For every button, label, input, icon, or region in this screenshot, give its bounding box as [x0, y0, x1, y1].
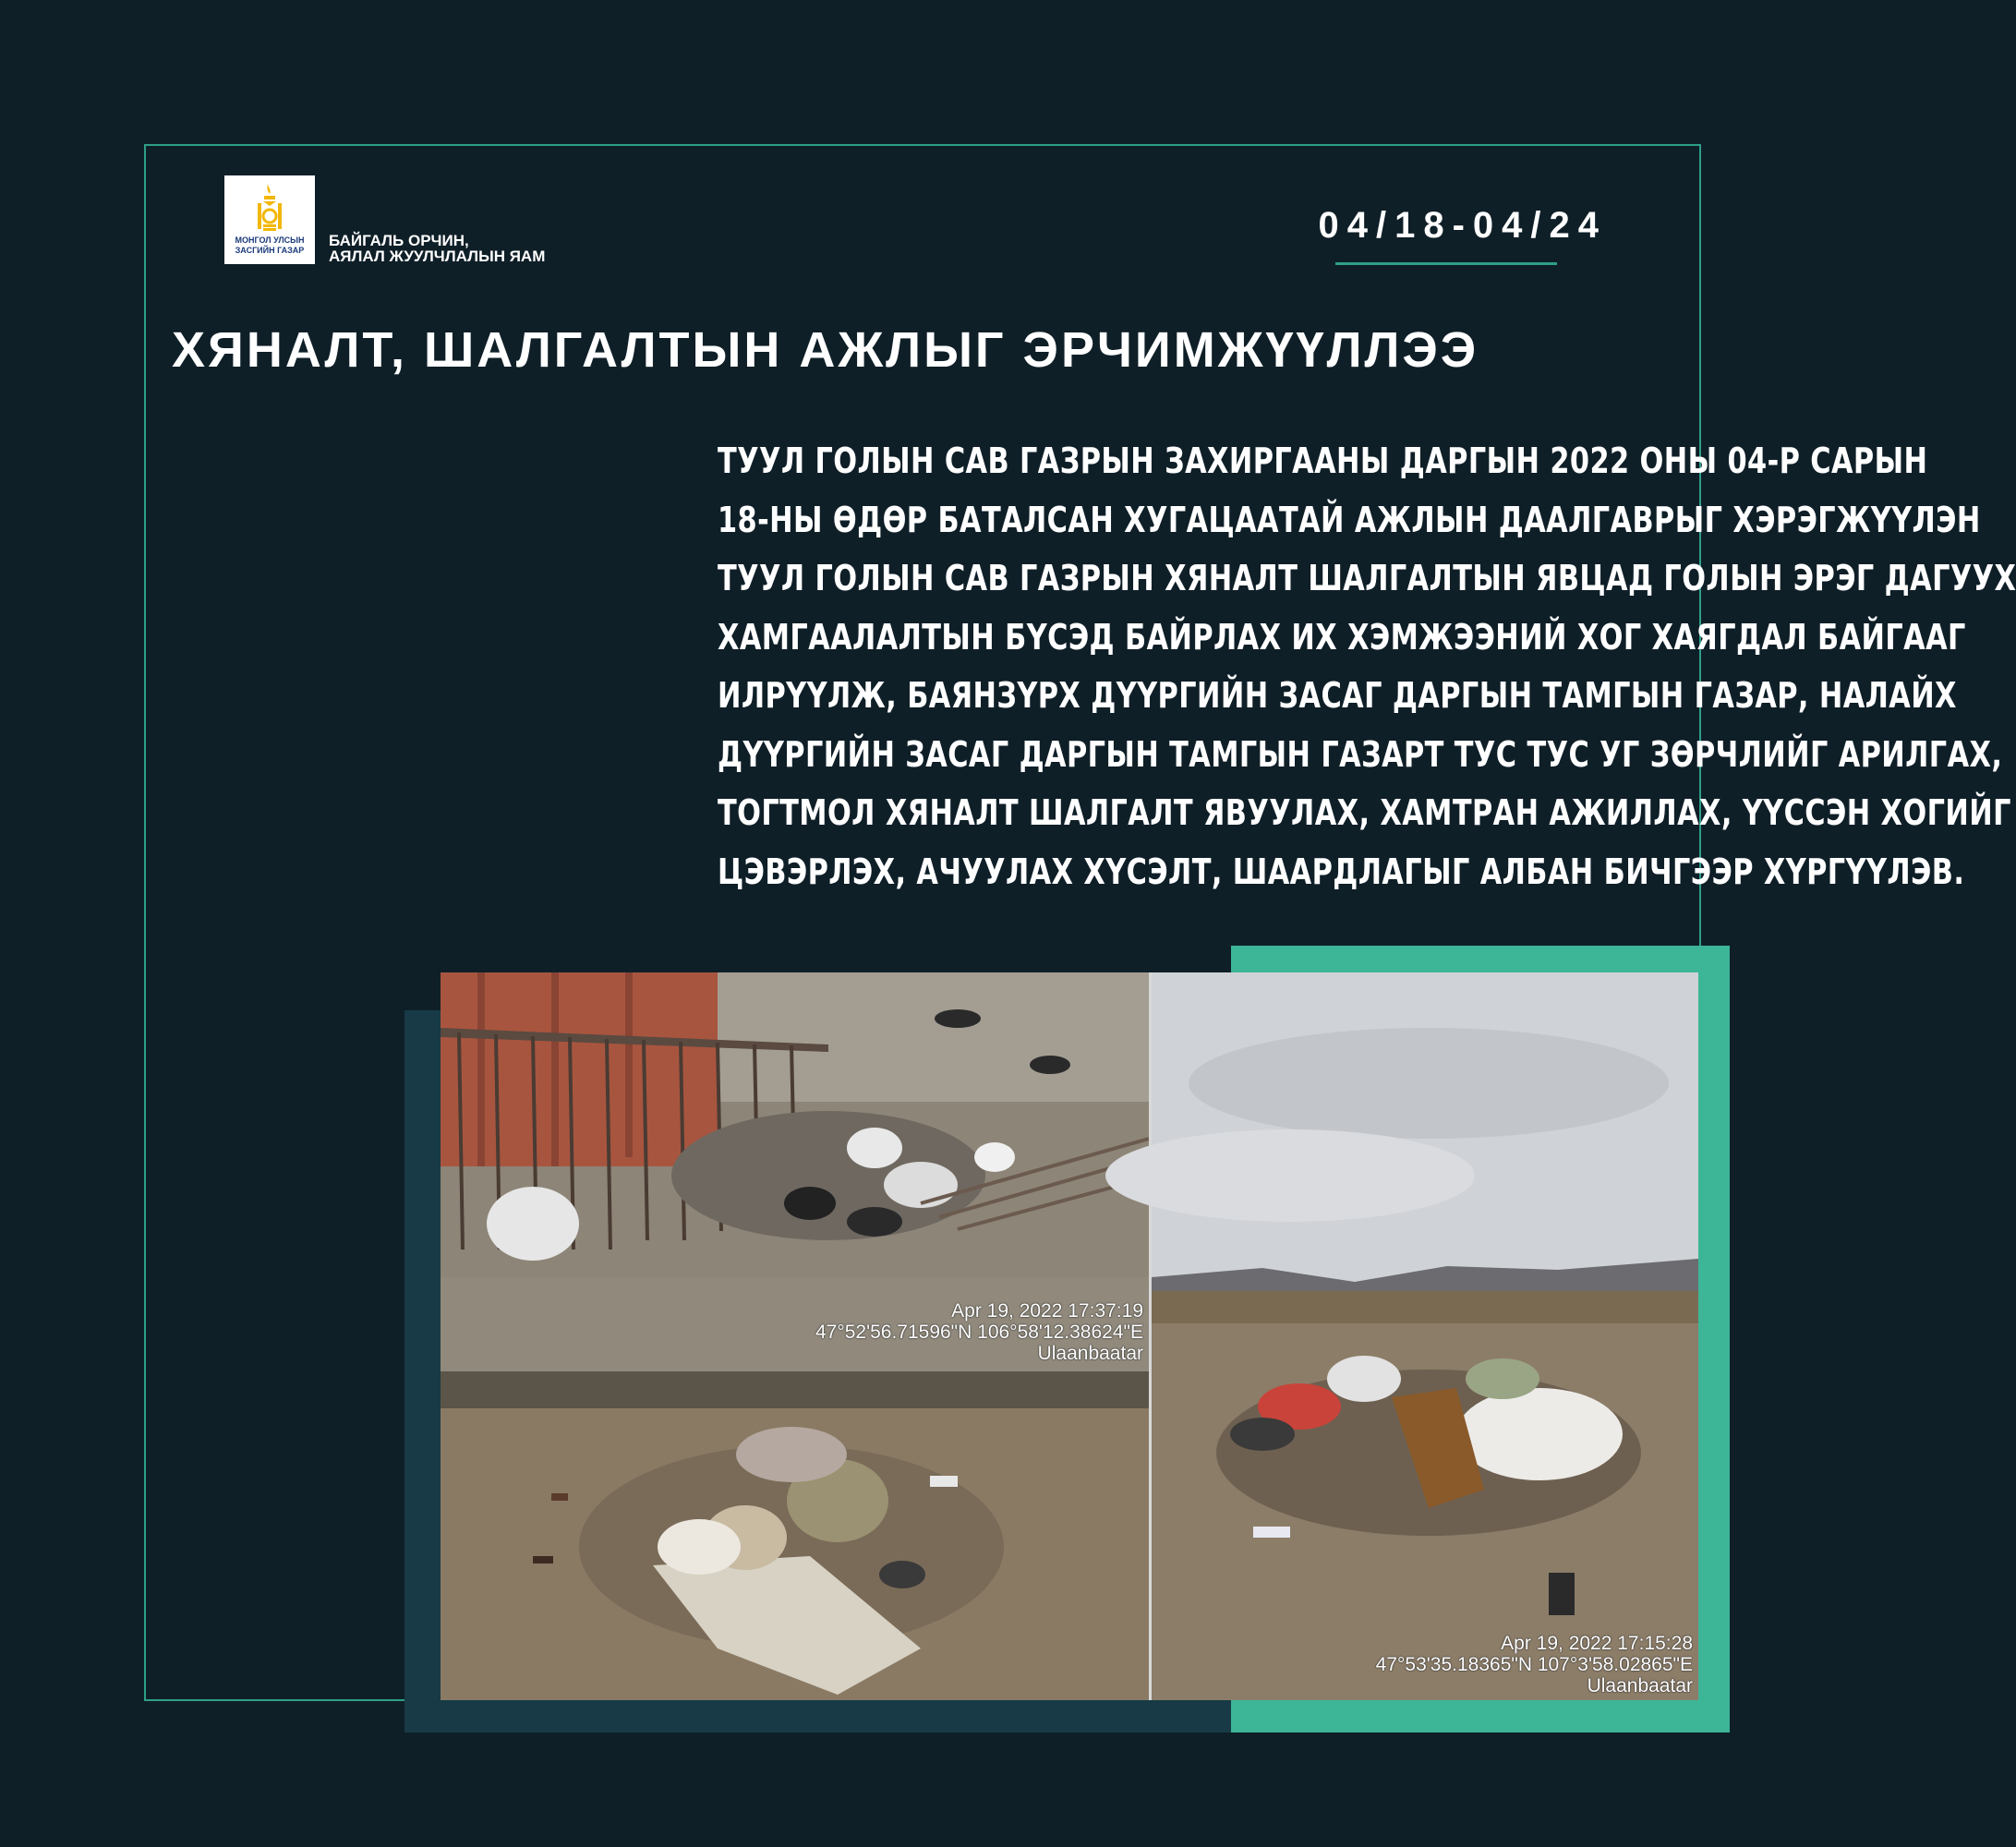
- logo-caption: МОНГОЛ УЛСЫН ЗАСГИЙН ГАЗАР: [235, 235, 305, 255]
- body-line: 18-НЫ ӨДӨР БАТАЛСАН ХУГАЦААТАЙ АЖЛЫН ДААЛГАВРЫГ ХЭРЭГЖҮҮЛЭН: [718, 499, 1981, 540]
- body-line: ДҮҮРГИЙН ЗАСАГ ДАРГЫН ТАМГЫН ГАЗАРТ ТУС ТУС УГ ЗӨРЧЛИЙГ АРИЛГАХ,: [718, 733, 2003, 775]
- body-line: ТУУЛ ГОЛЫН САВ ГАЗРЫН ЗАХИРГААНЫ ДАРГЫН 2022 ОНЫ 04-Р САРЫН: [718, 441, 1928, 481]
- date-underline: [1335, 262, 1557, 265]
- body-line: ТУУЛ ГОЛЫН САВ ГАЗРЫН ХЯНАЛТ ШАЛГАЛТЫН ЯВЦАД ГОЛЫН ЭРЭГ ДАГУУХ: [718, 558, 2016, 598]
- body-line: ХАМГААЛАЛТЫН БҮСЭД БАЙРЛАХ ИХ ХЭМЖЭЭНИЙ ХОГ ХАЯГДАЛ БАЙГААГ: [718, 616, 1966, 658]
- photo-stamp: Apr 19, 2022 17:37:19 47°52'56.71596"N 106°58'12.38624"E Ulaanbaatar: [815, 1300, 1143, 1364]
- body-paragraph: [718, 432, 2016, 901]
- photo-garbage-field: [1152, 972, 1698, 1700]
- body-line: ИЛРҮҮЛЖ, БАЯНЗҮРХ ДҮҮРГИЙН ЗАСАГ ДАРГЫН ТАМГЫН ГАЗАР, НАЛАЙХ: [718, 675, 1957, 716]
- photo-stamp: Apr 19, 2022 17:15:28 47°53'35.18365"N 107°3'58.02865"E Ulaanbaatar: [1375, 1633, 1693, 1696]
- page-title: ХЯНАЛТ, ШАЛГАЛТЫН АЖЛЫГ ЭРЧИМЖҮҮЛЛЭЭ: [172, 322, 1479, 378]
- photo-garbage-fence: [441, 972, 1149, 1371]
- government-logo: [224, 175, 315, 264]
- body-line: ЦЭВЭРЛЭХ, АЧУУЛАХ ХҮСЭЛТ, ШААРДЛАГЫГ АЛБАН БИЧГЭЭР ХҮРГҮҮЛЭВ.: [718, 851, 1965, 892]
- body-line: ТОГТМОЛ ХЯНАЛТ ШАЛГАЛТ ЯВУУЛАХ, ХАМТРАН АЖИЛЛАХ, ҮҮССЭН ХОГИЙГ: [718, 792, 2011, 833]
- photo-garbage-bags: [441, 1371, 1149, 1700]
- date-range: 04/18-04/24: [1318, 205, 1607, 246]
- ministry-name: БАЙГАЛЬ ОРЧИН, АЯЛАЛ ЖУУЛЧЛАЛЫН ЯАМ: [329, 232, 546, 265]
